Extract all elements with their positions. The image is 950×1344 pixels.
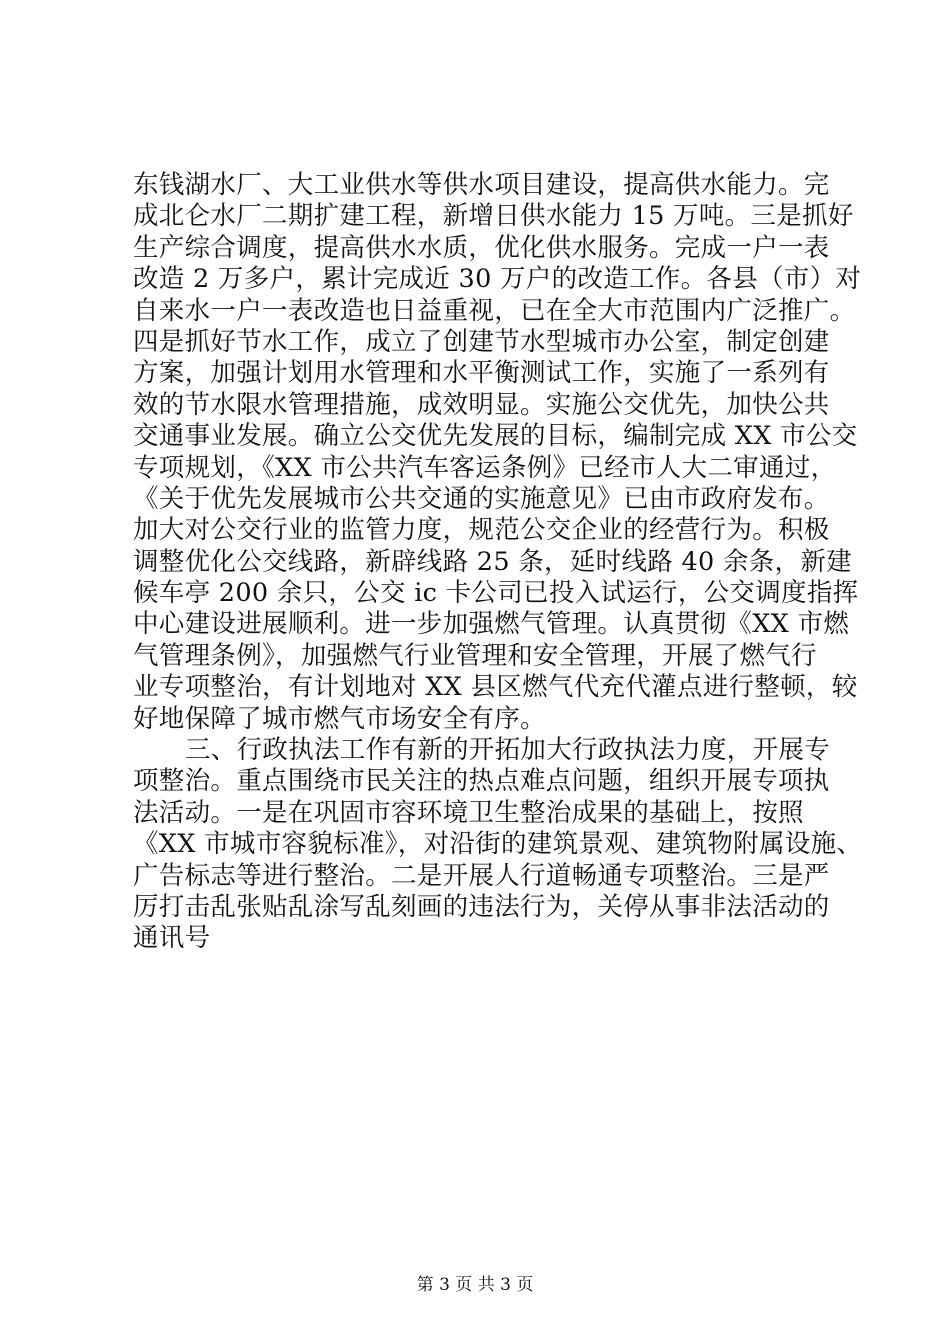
text-line: 生产综合调度，提高供水水质，优化供水服务。完成一户一表 — [133, 232, 830, 263]
text-line: 气管理条例》，加强燃气行业管理和安全管理，开展了燃气行 — [133, 640, 817, 671]
text-line: 项整治。重点围绕市民关注的热点难点问题，组织开展专项执 — [133, 766, 830, 797]
text-line: 效的节水限水管理措施，成效明显。实施公交优先，加快公共 — [133, 389, 830, 420]
text-line: 交通事业发展。确立公交优先发展的目标，编制完成 XX 市公交 — [133, 421, 858, 452]
text-line: 中心建设进展顺利。进一步加强燃气管理。认真贯彻《XX 市燃 — [133, 609, 850, 640]
text-line: 东钱湖水厂、大工业供水等供水项目建设，提高供水能力。完 — [133, 170, 830, 200]
text-line: 《关于优先发展城市公共交通的实施意见》已由市政府发布。 — [133, 483, 830, 514]
text-line: 四是抓好节水工作，成立了创建节水型城市办公室，制定创建 — [133, 326, 830, 357]
text-line: 厉打击乱张贴乱涂写乱刻画的违法行为，关停从事非法活动的 — [133, 891, 830, 922]
text-line: 专项规划，《XX 市公共汽车客运条例》已经市人大二审通过， — [133, 452, 837, 483]
text-line: 改造 2 万多户，累计完成近 30 万户的改造工作。各县（市）对 — [133, 264, 862, 295]
text-line: 候车亭 200 余只，公交 ic 卡公司已投入试运行，公交调度指挥 — [133, 578, 859, 609]
text-line: 方案，加强计划用水管理和水平衡测试工作，实施了一系列有 — [133, 358, 830, 389]
page-footer: 第 3 页 共 3 页 — [416, 1275, 534, 1295]
text-line: 成北仑水厂二期扩建工程，新增日供水能力 15 万吨。三是抓好 — [133, 201, 854, 232]
text-line: 通讯号 — [133, 923, 211, 954]
text-line: 好地保障了城市燃气市场安全有序。 — [133, 703, 546, 734]
text-line: 加大对公交行业的监管力度，规范公交企业的经营行为。积极 — [133, 515, 830, 546]
text-line: 法活动。一是在巩固市容环境卫生整治成果的基础上，按照 — [133, 797, 804, 828]
text-line: 《XX 市城市容貌标准》，对沿街的建筑景观、建筑物附属设施、 — [133, 829, 863, 860]
text-line: 调整优化公交线路，新辟线路 25 条，延时线路 40 余条，新建 — [133, 546, 852, 577]
text-line: 广告标志等进行整治。二是开展人行道畅通专项整治。三是严 — [133, 860, 830, 891]
section-heading-line: 三、行政执法工作有新的开拓加大行政执法力度，开展专 — [185, 735, 831, 766]
body-text — [133, 170, 863, 955]
text-line: 业专项整治，有计划地对 XX 县区燃气代充代灌点进行整顿，较 — [133, 672, 858, 703]
text-line: 自来水一户一表改造也日益重视，已在全大市范围内广泛推广。 — [133, 295, 856, 326]
